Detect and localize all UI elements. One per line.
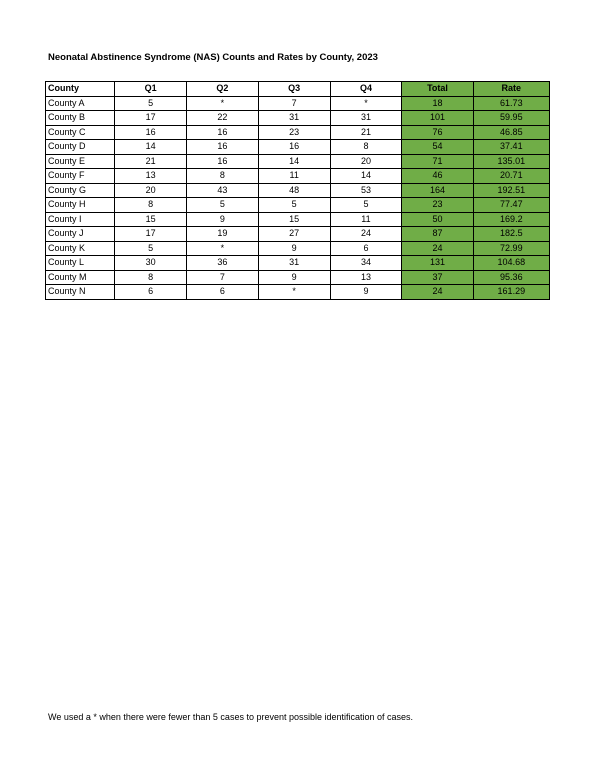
cell-total: 37: [402, 270, 473, 285]
cell-q1: 16: [115, 125, 187, 140]
table-body: [46, 96, 550, 299]
cell-q3: 23: [258, 125, 330, 140]
cell-q1: 15: [115, 212, 187, 227]
cell-q4: 24: [330, 227, 402, 242]
cell-county: County F: [46, 169, 115, 184]
cell-q3: 31: [258, 256, 330, 271]
cell-q4: 53: [330, 183, 402, 198]
cell-rate: 161.29: [473, 285, 549, 300]
cell-q3: 27: [258, 227, 330, 242]
cell-total: 24: [402, 241, 473, 256]
cell-q1: 6: [115, 285, 187, 300]
cell-q1: 8: [115, 198, 187, 213]
cell-q4: *: [330, 96, 402, 111]
cell-total: 46: [402, 169, 473, 184]
page-title: Neonatal Abstinence Syndrome (NAS) Counts and Rates by County, 2023: [48, 52, 378, 63]
cell-q2: 9: [187, 212, 259, 227]
cell-q4: 9: [330, 285, 402, 300]
cell-q4: 5: [330, 198, 402, 213]
cell-q2: 16: [187, 154, 259, 169]
cell-county: County G: [46, 183, 115, 198]
cell-q2: 19: [187, 227, 259, 242]
cell-q2: *: [187, 241, 259, 256]
cell-county: County K: [46, 241, 115, 256]
cell-rate: 182.5: [473, 227, 549, 242]
cell-q1: 20: [115, 183, 187, 198]
cell-rate: 169.2: [473, 212, 549, 227]
cell-total: 76: [402, 125, 473, 140]
table-row: [46, 212, 550, 227]
cell-q1: 30: [115, 256, 187, 271]
cell-q2: 43: [187, 183, 259, 198]
cell-q4: 21: [330, 125, 402, 140]
table-row: [46, 198, 550, 213]
cell-q2: 5: [187, 198, 259, 213]
cell-county: County N: [46, 285, 115, 300]
table-row: [46, 256, 550, 271]
cell-q3: 7: [258, 96, 330, 111]
cell-q1: 5: [115, 96, 187, 111]
cell-q1: 5: [115, 241, 187, 256]
cell-q4: 31: [330, 111, 402, 126]
cell-county: County M: [46, 270, 115, 285]
cell-q4: 6: [330, 241, 402, 256]
cell-q1: 17: [115, 227, 187, 242]
footnote: We used a * when there were fewer than 5 cases to prevent possible identification of cases.: [48, 712, 414, 722]
cell-total: 87: [402, 227, 473, 242]
cell-rate: 135.01: [473, 154, 549, 169]
cell-county: County L: [46, 256, 115, 271]
cell-q4: 34: [330, 256, 402, 271]
table-row: [46, 241, 550, 256]
table-row: [46, 140, 550, 155]
header-q4: Q4: [330, 82, 402, 97]
table-row: [46, 111, 550, 126]
header-total: Total: [402, 82, 473, 97]
cell-county: County C: [46, 125, 115, 140]
cell-q2: 36: [187, 256, 259, 271]
table-row: [46, 125, 550, 140]
cell-q2: 7: [187, 270, 259, 285]
cell-q3: *: [258, 285, 330, 300]
header-county: County: [46, 82, 115, 97]
cell-total: 164: [402, 183, 473, 198]
cell-rate: 59.95: [473, 111, 549, 126]
header-rate: Rate: [473, 82, 549, 97]
table-header-row: [46, 82, 550, 97]
cell-total: 54: [402, 140, 473, 155]
cell-rate: 46.85: [473, 125, 549, 140]
cell-q2: 16: [187, 125, 259, 140]
cell-q2: 16: [187, 140, 259, 155]
table-row: [46, 183, 550, 198]
cell-rate: 72.99: [473, 241, 549, 256]
cell-q1: 8: [115, 270, 187, 285]
cell-total: 24: [402, 285, 473, 300]
cell-q4: 20: [330, 154, 402, 169]
cell-q3: 9: [258, 270, 330, 285]
cell-q2: 22: [187, 111, 259, 126]
cell-q3: 9: [258, 241, 330, 256]
cell-rate: 95.36: [473, 270, 549, 285]
table-row: [46, 154, 550, 169]
cell-total: 18: [402, 96, 473, 111]
cell-rate: 37.41: [473, 140, 549, 155]
cell-q2: *: [187, 96, 259, 111]
table-row: [46, 169, 550, 184]
table-row: [46, 270, 550, 285]
cell-county: County H: [46, 198, 115, 213]
cell-county: County J: [46, 227, 115, 242]
cell-q3: 14: [258, 154, 330, 169]
cell-q3: 16: [258, 140, 330, 155]
cell-q3: 11: [258, 169, 330, 184]
cell-total: 101: [402, 111, 473, 126]
nas-table: [45, 81, 550, 300]
cell-county: County D: [46, 140, 115, 155]
cell-q3: 15: [258, 212, 330, 227]
cell-county: County I: [46, 212, 115, 227]
cell-county: County E: [46, 154, 115, 169]
table-row: [46, 96, 550, 111]
cell-county: County B: [46, 111, 115, 126]
cell-total: 131: [402, 256, 473, 271]
cell-q1: 13: [115, 169, 187, 184]
cell-q2: 8: [187, 169, 259, 184]
cell-q1: 17: [115, 111, 187, 126]
cell-q1: 21: [115, 154, 187, 169]
cell-rate: 20.71: [473, 169, 549, 184]
cell-total: 50: [402, 212, 473, 227]
cell-total: 71: [402, 154, 473, 169]
cell-q4: 14: [330, 169, 402, 184]
cell-q4: 13: [330, 270, 402, 285]
cell-q1: 14: [115, 140, 187, 155]
cell-rate: 77.47: [473, 198, 549, 213]
header-q2: Q2: [187, 82, 259, 97]
header-q1: Q1: [115, 82, 187, 97]
cell-rate: 192.51: [473, 183, 549, 198]
cell-q3: 5: [258, 198, 330, 213]
cell-rate: 61.73: [473, 96, 549, 111]
cell-total: 23: [402, 198, 473, 213]
cell-q4: 8: [330, 140, 402, 155]
cell-q2: 6: [187, 285, 259, 300]
cell-q4: 11: [330, 212, 402, 227]
header-q3: Q3: [258, 82, 330, 97]
cell-q3: 31: [258, 111, 330, 126]
table-row: [46, 285, 550, 300]
cell-rate: 104.68: [473, 256, 549, 271]
cell-county: County A: [46, 96, 115, 111]
table-row: [46, 227, 550, 242]
cell-q3: 48: [258, 183, 330, 198]
